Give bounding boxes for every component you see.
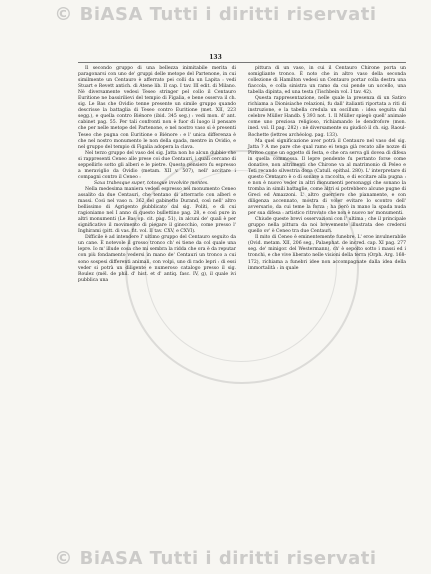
watermark-bottom: © BiASA Tutti i diritti riservati — [54, 548, 377, 569]
paragraph: Difficile è ad intendere l' ultimo gruppo del Centauro seguito da un cane. È notevole il grosso tronco ch' ei tiene da col quale una lepre. Io m' illude cosa che mi sembra la ridda che ora è da reputar con più fondamento vedersi in mano de' Centauri un tronco a cui sono sospesi differenti animali, con volpi, uno di rado lepri : di essi veder si potrà un diligente e numeroso catalogo presso il sig. Roulez (mél. de phil. d' hist. et d' antiq. fasc. IV, g), il quale ivi pubblica una — [78, 235, 236, 283]
paragraph: Il secondo gruppo di una bellezza inimitabile merita di paragonarsi con uno de' gruppi delle metope del Partenone, in cui similmente un Centauro è afferrato pei colli da un Lapita : vedi Stuart e Revett antich. di Atene lib. II cap. I tav. III edit. di Milano. Nè diversamente vedesi Teseo stringer pel collo il Centauro Euritione ne bassirilievi del tempio di Figalia, e bene osserva il ch. sig. Le Bas che Ovidio tenne presente un simile gruppo quando descrisse la battaglia di Teseo contro Euritione (met. XII, 223 segg.), e quella contro Biénore (ibid. 345 seg.) : vedi mon. d' ant. cabinet pag. 55. Per tali confronti non è fuor di luogo il pensare che per nelle metope del Partenone, e nel nostro vaso si è presenti Teseo che pugna con Euritione o Biénore : e l' unica differenza è che nel nostro monumento le non della spada, mentre in Ovidio, e nel gruppo del tempio di Figalia adopera la clava. — [78, 66, 236, 150]
header-rule — [78, 62, 406, 63]
paragraph: Nel terzo gruppo del vaso del sig. Jatta non ho alcun dubbio che si rappresenti Ceneo alle prese coi due Centauri, i quali cercano di seppellirlo sotto gli alberi e le pietre. Questo pensiero fu espresso a meraviglio da Ovidio (metam. XII v. 507), nell' accitare i compagni contro il Ceneo : — [78, 150, 236, 180]
verse-quote: Saxa trabesque super, totosque involvite montes. — [94, 180, 209, 186]
left-column — [78, 66, 236, 284]
right-column — [248, 66, 406, 272]
paragraph: Ma quel significazione aver potrà il Centauro nel vaso del sig. Jatta ? A me pare che qual ramo ei tenga già recato alle nozze di Piritoo come un oggetto di festa, e che ora serva gli dovea di difesa in quella commossa. Il lepre pendente fu pertanto forse come donative, non altrimenti che Chirone va al matrimonio di Peleo e Teti recando silvestria dona (Catull. epithal. 280). L' interpretare di questo Centauro è o di sonare a raccolta, e di eccitare alla pugna : e non è nuovo veder in altri monumenti personaggi che sonano la tromba in simili battaglie, come altri si potrebbero alcune pugne di Greci ed Amazzoni. L' altro guerriero che pianamente, e con diligenza accennato, mostra di voler evitare lo scontro dell' avversario, da cui teme la forza ; ha però in mano la spada nuda per sua difesa : artistico ritrovato che non è nuovo ne' monumenti. — [248, 138, 406, 217]
paragraph: Questa rappresentazione, nelle quale la presenza di un Satiro richiama a Dionisiache relazioni, fu dall' italianti riportata a riti di instruzione, e la tabella credula un oscillum : idea seguita dal celebre Müller Handb. § 393 not. 1. Il Müller spiegò quell' animale come uno preziosa religioso, richiamando le dendrofore (mon. ined. vol. II pag. 282) : nè diversamente su giudicò il ch. sig. Raoul-Rochette (lettres archéolog. pag. 133). — [248, 96, 406, 138]
watermark-top: © BiASA Tutti i diritti riservati — [54, 4, 377, 25]
paragraph: Il mito di Ceneo è eminentemente funebre. L' eroe invulnerabile (Ovid. metam. XII, 206 seg., Palaephat. de incred. cap. XI pag. 277 seg. de' minigor. del Westermann), ch' è sepolto sotto i massi ed i tronchi, e che vive liberato nelle visioni della terra (Orph. Arg. 168-172), richiama a funebri idee non accompagnate dalla idea della immortalità : in quale — [248, 235, 406, 271]
paragraph: pittura di un vaso, in cui il Centauro Chirone porta un somigliante tronco. È noto che in altro vaso della seconda collezione di Hamilton vedesi un Centauro portar colla destra una fiaccola, e colla sinistra un ramo da cui pende un uccello, una tabella dipinta, ed una testa (Tischbein vol. I tav. 42). — [248, 66, 406, 96]
paragraph: Chiude queste brevi osservazioni con l' ultima ; che il principale gruppo nella pittura da noi brevemente illustrata dee credersi quello ov' è Ceneo tra due Centauri. — [248, 217, 406, 235]
paragraph: Nella medesima maniera vedesi espresso nel monumento Ceneo assalito da due Centauri, che tentano di atterrarlo con alberi e massi. Così nel vaso n. 362 del gabinetto Durand, così nell' altro bellissimo di Agrigento pubblicato dal sig. Politi, e di cui ragioniamo nel I anno di questo bullettino pag. 28, e così pure in altri monumenti (Le Bas op. cit. pag. 51), in alcuni de' quali è per significativo il movimento di piegare il ginocchio, come presso l' Inghirami (pitt. di vas. fit. vol. II tav. CXV, e CXVI). — [78, 186, 236, 235]
page-number: 133 — [209, 54, 222, 61]
